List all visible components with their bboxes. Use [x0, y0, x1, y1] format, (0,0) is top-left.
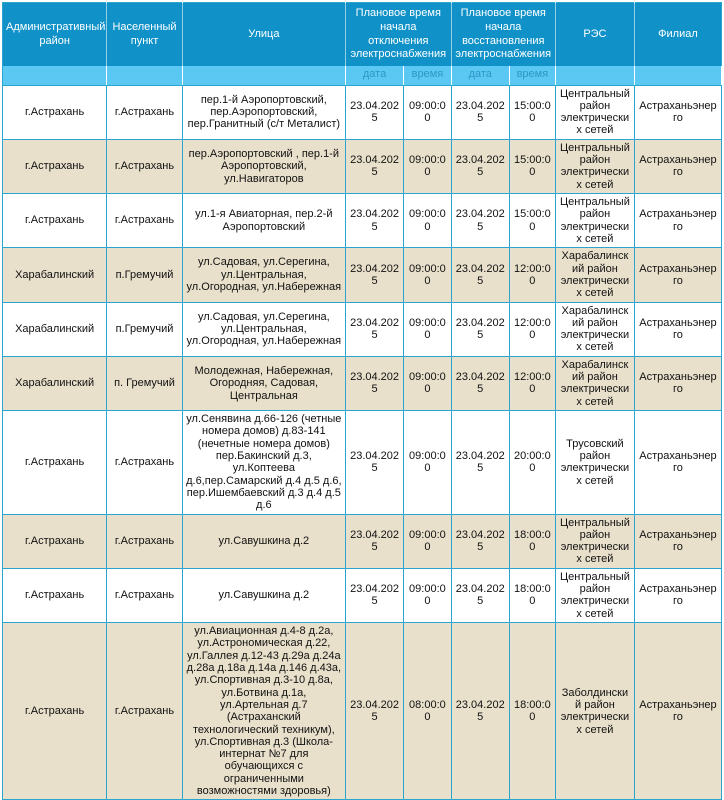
cell-outage-time: 09:00:00	[404, 568, 451, 622]
cell-outage-date: 23.04.2025	[345, 85, 403, 139]
cell-street: ул.Садовая, ул.Серегина, ул.Центральная, ул.Огородная, ул.Набережная	[182, 302, 345, 356]
cell-street: Молодежная, Набережная, Огородняя, Садовая, Центральная	[182, 356, 345, 410]
table-row	[3, 623, 722, 800]
table-row	[3, 302, 722, 356]
cell-street: ул.Савушкина д.2	[182, 514, 345, 568]
cell-restore-time: 20:00:00	[509, 411, 555, 515]
cell-res: Центральный район электрических сетей	[555, 514, 634, 568]
cell-outage-time: 08:00:00	[404, 623, 451, 800]
cell-outage-time: 09:00:00	[404, 248, 451, 302]
cell-restore-date: 23.04.2025	[451, 248, 509, 302]
cell-district: г.Астрахань	[3, 568, 107, 622]
cell-outage-date: 23.04.2025	[345, 194, 403, 248]
cell-district: г.Астрахань	[3, 85, 107, 139]
cell-outage-time: 09:00:00	[404, 139, 451, 193]
cell-street: пер.Аэропортовский , пер.1-й Аэропортовский, ул.Навигаторов	[182, 139, 345, 193]
cell-restore-time: 15:00:00	[509, 194, 555, 248]
cell-res: Центральный район электрических сетей	[555, 139, 634, 193]
cell-outage-time: 09:00:00	[404, 302, 451, 356]
subheader-empty-district	[3, 66, 107, 85]
table-row	[3, 139, 722, 193]
table-row	[3, 411, 722, 515]
column-header-restore-group: Плановое время начала восстановления электроснабжения	[451, 3, 555, 67]
cell-res: Харабалинский район электрических сетей	[555, 356, 634, 410]
column-header-street: Улица	[182, 3, 345, 67]
cell-outage-date: 23.04.2025	[345, 139, 403, 193]
cell-branch: Астраханьэнерго	[634, 248, 721, 302]
cell-restore-date: 23.04.2025	[451, 139, 509, 193]
column-header-res: РЭС	[555, 3, 634, 67]
cell-street: ул.Савушкина д.2	[182, 568, 345, 622]
outage-table-body	[3, 85, 722, 800]
table-header	[3, 3, 722, 86]
cell-settlement: г.Астрахань	[107, 194, 182, 248]
cell-branch: Астраханьэнерго	[634, 139, 721, 193]
cell-outage-date: 23.04.2025	[345, 302, 403, 356]
cell-outage-date: 23.04.2025	[345, 411, 403, 515]
power-outage-schedule-table	[2, 2, 722, 800]
cell-restore-date: 23.04.2025	[451, 623, 509, 800]
cell-street: ул.Авиационная д.4-8 д.2а, ул.Астрономическая д.22, ул.Галлея д.12-43 д.29а д.24а д.28а д.18а д.14а д.146 д.43а, ул.Спортивная д.3-10 д.8а, ул.Ботвина д.1а, ул.Артельная д.7 (Астраханский технологический техникум), ул.Спортивная д.3 (Школа-интернат №7 для обучающихся с ограниченными возможностями здоровья)	[182, 623, 345, 800]
cell-restore-time: 15:00:00	[509, 85, 555, 139]
cell-street: ул.Сенявина д.66-126 (четные номера домов) д.83-141 (нечетные номера домов) пер.Бакинский д.3, ул.Коптеева д.6,пер.Самарский д.4 д.5 д.6, пер.Ишембаевский д.3 д.4 д.5 д.6	[182, 411, 345, 515]
subheader-outage-date: дата	[345, 66, 403, 85]
column-header-outage-group: Плановое время начала отключения электроснабжения	[345, 3, 451, 67]
table-row	[3, 248, 722, 302]
table-row	[3, 568, 722, 622]
cell-res: Харабалинский район электрических сетей	[555, 302, 634, 356]
cell-res: Центральный район электрических сетей	[555, 85, 634, 139]
cell-outage-time: 09:00:00	[404, 514, 451, 568]
subheader-empty-settlement	[107, 66, 182, 85]
cell-district: г.Астрахань	[3, 514, 107, 568]
column-header-settlement: Населенный пункт	[107, 3, 182, 67]
cell-res: Харабалинский район электрических сетей	[555, 248, 634, 302]
subheader-outage-time: время	[404, 66, 451, 85]
cell-outage-time: 09:00:00	[404, 194, 451, 248]
cell-outage-date: 23.04.2025	[345, 514, 403, 568]
cell-res: Центральный район электрических сетей	[555, 568, 634, 622]
cell-branch: Астраханьэнерго	[634, 568, 721, 622]
cell-branch: Астраханьэнерго	[634, 623, 721, 800]
cell-settlement: г.Астрахань	[107, 411, 182, 515]
cell-outage-date: 23.04.2025	[345, 623, 403, 800]
cell-district: Харабалинский	[3, 248, 107, 302]
cell-district: г.Астрахань	[3, 411, 107, 515]
cell-outage-date: 23.04.2025	[345, 356, 403, 410]
cell-branch: Астраханьэнерго	[634, 356, 721, 410]
cell-restore-time: 18:00:00	[509, 623, 555, 800]
cell-restore-time: 12:00:00	[509, 302, 555, 356]
cell-settlement: г.Астрахань	[107, 139, 182, 193]
cell-settlement: п. Гремучий	[107, 356, 182, 410]
cell-district: Харабалинский	[3, 356, 107, 410]
cell-settlement: п.Гремучий	[107, 248, 182, 302]
cell-restore-time: 15:00:00	[509, 139, 555, 193]
cell-street: ул.Садовая, ул.Серегина, ул.Центральная, ул.Огородная, ул.Набережная	[182, 248, 345, 302]
cell-settlement: г.Астрахань	[107, 85, 182, 139]
cell-district: г.Астрахань	[3, 139, 107, 193]
cell-branch: Астраханьэнерго	[634, 411, 721, 515]
table-row	[3, 356, 722, 410]
cell-branch: Астраханьэнерго	[634, 514, 721, 568]
cell-res: Трусовский район электрических сетей	[555, 411, 634, 515]
cell-restore-time: 18:00:00	[509, 514, 555, 568]
cell-restore-date: 23.04.2025	[451, 514, 509, 568]
cell-settlement: г.Астрахань	[107, 623, 182, 800]
cell-restore-date: 23.04.2025	[451, 302, 509, 356]
cell-restore-date: 23.04.2025	[451, 85, 509, 139]
cell-street: ул.1-я Авиаторная, пер.2-й Аэропортовский	[182, 194, 345, 248]
cell-res: Заболдинский район электрических сетей	[555, 623, 634, 800]
cell-district: Харабалинский	[3, 302, 107, 356]
cell-outage-time: 09:00:00	[404, 411, 451, 515]
table-row	[3, 194, 722, 248]
cell-restore-date: 23.04.2025	[451, 568, 509, 622]
cell-restore-date: 23.04.2025	[451, 356, 509, 410]
cell-restore-time: 18:00:00	[509, 568, 555, 622]
subheader-restore-date: дата	[451, 66, 509, 85]
cell-district: г.Астрахань	[3, 194, 107, 248]
cell-settlement: г.Астрахань	[107, 568, 182, 622]
cell-restore-date: 23.04.2025	[451, 194, 509, 248]
cell-restore-date: 23.04.2025	[451, 411, 509, 515]
cell-street: пер.1-й Аэропортовский, пер.Аэропортовский, пер.Гранитный (с/т Металист)	[182, 85, 345, 139]
table-row	[3, 85, 722, 139]
cell-settlement: г.Астрахань	[107, 514, 182, 568]
subheader-restore-time: время	[509, 66, 555, 85]
table-row	[3, 514, 722, 568]
cell-outage-time: 09:00:00	[404, 85, 451, 139]
cell-branch: Астраханьэнерго	[634, 194, 721, 248]
subheader-empty-branch	[634, 66, 721, 85]
cell-restore-time: 12:00:00	[509, 248, 555, 302]
cell-outage-time: 09:00:00	[404, 356, 451, 410]
cell-restore-time: 12:00:00	[509, 356, 555, 410]
cell-branch: Астраханьэнерго	[634, 85, 721, 139]
cell-district: г.Астрахань	[3, 623, 107, 800]
column-header-branch: Филиал	[634, 3, 721, 67]
column-header-district: Административный район	[3, 3, 107, 67]
subheader-empty-street	[182, 66, 345, 85]
cell-outage-date: 23.04.2025	[345, 248, 403, 302]
subheader-empty-res	[555, 66, 634, 85]
cell-settlement: п.Гремучий	[107, 302, 182, 356]
cell-outage-date: 23.04.2025	[345, 568, 403, 622]
cell-res: Центральный район электрических сетей	[555, 194, 634, 248]
cell-branch: Астраханьэнерго	[634, 302, 721, 356]
